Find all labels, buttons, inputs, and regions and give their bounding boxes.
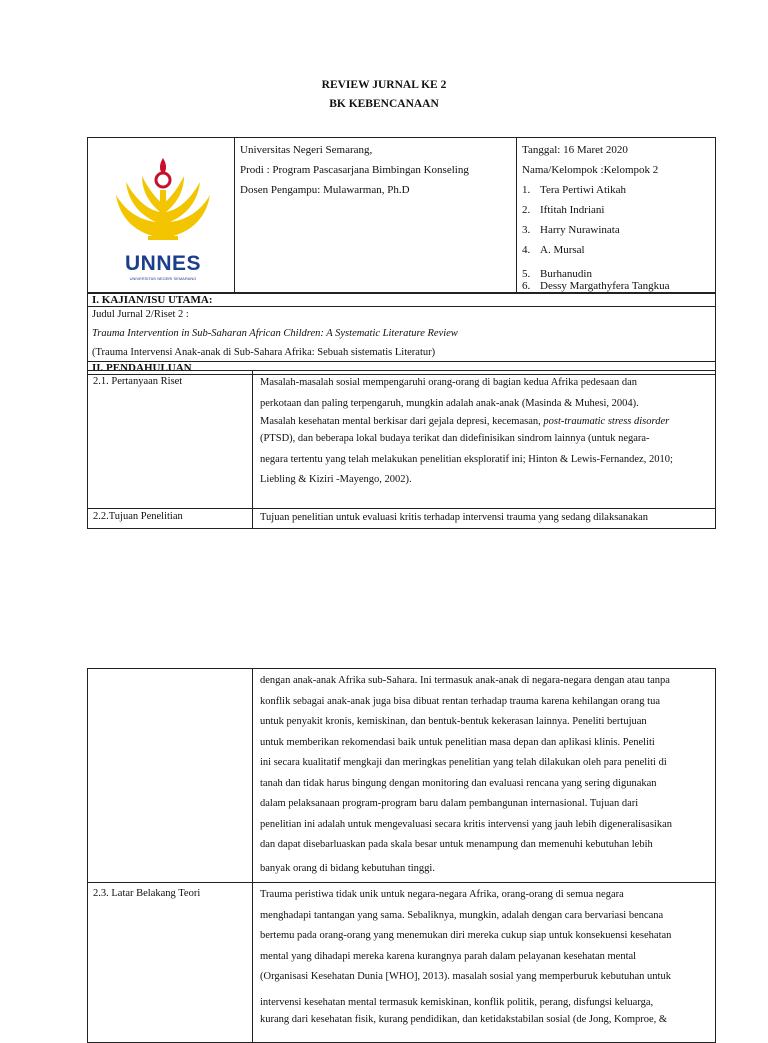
member-item: 4. A. Mursal (522, 244, 585, 256)
row-label: 2.2.Tujuan Penelitian (88, 509, 253, 529)
section-heading-kajian: I. KAJIAN/ISU UTAMA: (88, 294, 716, 307)
lecturer: Dosen Pengampu: Mulawarman, Ph.D (240, 184, 410, 196)
row-label: 2.1. Pertanyaan Riset (88, 371, 253, 509)
journal-title-id: (Trauma Intervensi Anak-anak di Sub-Sahara Afrika: Sebuah sistematis Literatur) (92, 347, 436, 358)
row-text: dengan anak-anak Afrika sub-Sahara. Ini termasuk anak-anak di negara-negara dengan atau tanpa konflik sebagai anak-anak juga bisa dibuat rentan terhadap trauma karena kehilangan orang tua untuk penyakit kronis, kemiskinan, dan bentuk-bentuk kekerasan lainnya. Peneliti bertujuan untuk memberikan rekomendasi baik untuk penelitian masa depan dan aplikasi klinis. Peneliti ini secara kualitatif mengkaji dan meringkas penelitian yang telah dilakukan oleh para peneliti di tanah dan tidak harus bingung dengan monitoring dan evaluasi rencana yang sering digunakan dalam pelaksanaan program-program baru dalam pembangunan internasional. Tujuan dari penelitian ini adalah untuk mengevaluasi secara kritis intervensi yang jauh lebih digeneralisasikan dan dapat disebarluaskan pada skala besar untuk menampung dan memenuhi kebutuhan lebih banyak orang di bidang kebutuhan tinggi. (253, 669, 716, 883)
unnes-logo (108, 150, 218, 285)
member-item: 6. Dessy Margathyfera Tangkua (522, 280, 670, 292)
row-label-empty (88, 669, 253, 883)
university-name: Universitas Negeri Semarang, (240, 144, 373, 156)
logo-wordmark: UNNES (124, 252, 201, 275)
logo-cell (88, 138, 235, 293)
team-cell (517, 138, 716, 293)
member-item: 2. Iftitah Indriani (522, 204, 605, 216)
document-title: REVIEW JURNAL KE 2 (321, 79, 447, 91)
section-heading-pendahuluan: II. PENDAHULUAN (88, 362, 716, 375)
member-item: 3. Harry Nurawinata (522, 224, 620, 236)
continuation-table (87, 668, 716, 1043)
logo-subtext: UNIVERSITAS NEGERI SEMARANG (129, 276, 197, 281)
document-subtitle: BK KEBENCANAAN (329, 98, 439, 110)
review-date: Tanggal: 16 Maret 2020 (522, 144, 628, 156)
study-program: Prodi : Program Pascasarjana Bimbingan Konseling (240, 164, 469, 176)
intro-table (87, 370, 716, 529)
member-item: 1. Tera Pertiwi Atikah (522, 184, 626, 196)
header-table (87, 137, 716, 293)
row-label: 2.3. Latar Belakang Teori (88, 883, 253, 1043)
group-name: Nama/Kelompok :Kelompok 2 (522, 164, 659, 176)
journal-label: Judul Jurnal 2/Riset 2 : (92, 309, 189, 320)
kajian-content (88, 307, 716, 362)
member-item: 5. Burhanudin (522, 268, 592, 280)
university-cell (235, 138, 517, 293)
row-text: Masalah-masalah sosial mempengaruhi orang-orang di bagian kedua Afrika pedesaan dan perkotaan dan paling terpengaruh, mungkin adalah anak-anak (Masinda & Muhesi, 2004). Masalah kesehatan mental berkisar dari gejala depresi, kecemasan, post-traumatic stress disorder (PTSD), dan beberapa lokal budaya terikat dan didefinisikan sindrom lainnya (untuk negara- negara tertentu yang telah melakukan penelitian eksploratif ini; Hinton & Lewis-Fernandez, 2010; Liebling & Kiziri -Mayengo, 2002). (253, 371, 716, 509)
journal-title-en: Trauma Intervention in Sub-Saharan African Children: A Systematic Literature Review (92, 328, 458, 339)
row-text: Tujuan penelitian untuk evaluasi kritis terhadap intervensi trauma yang sedang dilaksanakan (253, 509, 716, 529)
section-table (87, 293, 716, 375)
row-text: Trauma peristiwa tidak unik untuk negara-negara Afrika, orang-orang di semua negara menghadapi tantangan yang sama. Sebaliknya, mungkin, adalah dengan cara bervariasi bencana bertemu pada orang-orang yang menemukan diri mereka cukup siap untuk konsekuensi kesehatan mental yang dihadapi mereka karena kurangnya parah dalam pelayanan kesehatan mental (Organisasi Kesehatan Dunia [WHO], 2013). masalah sosial yang memperburuk kebutuhan untuk intervensi kesehatan mental termasuk kemiskinan, konflik politik, perang, disfungsi keluarga, kurang dari kesehatan fisik, kurang pendidikan, dan ketidakstabilan sosial (de Jong, Komproe, & (253, 883, 716, 1043)
